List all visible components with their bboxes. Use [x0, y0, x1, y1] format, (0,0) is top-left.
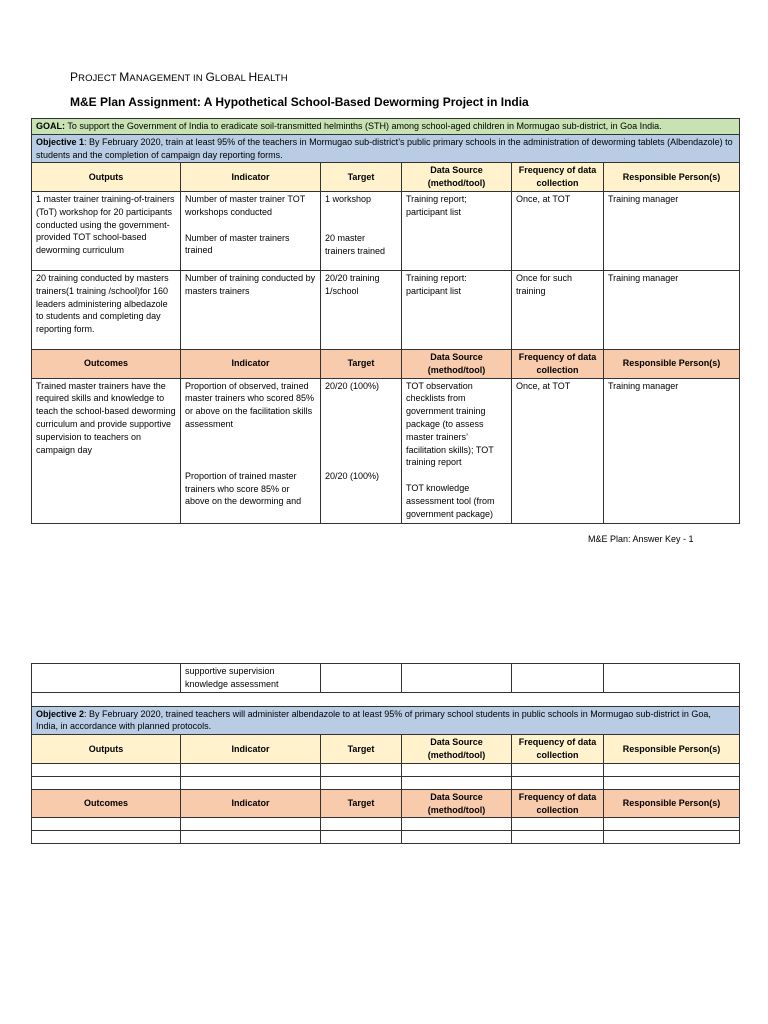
goal-row [32, 119, 740, 135]
indicator-text: Proportion of observed, trained master trainers who scored 85% or above on the facilitation skills assessment [185, 380, 315, 429]
col-header-responsible: Responsible Person(s) [604, 789, 740, 818]
col-header-target: Target [321, 735, 402, 764]
continued-row [32, 664, 740, 693]
responsible-cell: Training manager [604, 191, 740, 270]
objective-2-label: Objective 2 [36, 708, 85, 719]
col-header-responsible: Responsible Person(s) [604, 163, 740, 192]
col-header-target: Target [321, 163, 402, 192]
col-header-data-source: Data Source (method/tool) [402, 735, 512, 764]
col-header-data-source: Data Source (method/tool) [402, 789, 512, 818]
empty-outcome-row [32, 818, 740, 831]
empty-output-row [32, 763, 740, 776]
data-source-text: TOT knowledge assessment tool (from government package) [406, 483, 495, 519]
col-header-outcomes: Outcomes [32, 789, 181, 818]
outcome-cell: Trained master trainers have the required skills and knowledge to teach the school-based deworming curriculum and provide supportive supervision to teachers on campaign day [32, 378, 181, 523]
col-header-indicator: Indicator [181, 349, 321, 378]
me-plan-table-page2 [31, 663, 740, 844]
frequency-cell: Once for such training [512, 270, 604, 349]
outcomes-header-row [32, 789, 740, 818]
col-header-data-source: Data Source (method/tool) [402, 163, 512, 192]
goal-text: To support the Government of India to eradicate soil-transmitted helminths (STH) among school-aged children in Mormugao sub-district, in Goa India. [65, 121, 662, 131]
goal-label: GOAL: [36, 121, 65, 131]
col-header-data-source: Data Source (method/tool) [402, 349, 512, 378]
target-text: 20 master trainers trained [325, 232, 386, 256]
objective-1-label: Objective 1 [36, 136, 85, 147]
col-header-frequency: Frequency of data collection [512, 735, 604, 764]
empty-outcome-row [32, 831, 740, 844]
col-header-indicator: Indicator [181, 163, 321, 192]
page-footer: M&E Plan: Answer Key - 1 [588, 534, 694, 544]
objective-2-row [32, 706, 740, 735]
col-header-responsible: Responsible Person(s) [604, 735, 740, 764]
indicator-cell: Number of training conducted by masters trainers [181, 270, 321, 349]
col-header-outputs: Outputs [32, 735, 181, 764]
indicator-cell [181, 378, 321, 523]
course-title: PROJECT MANAGEMENT IN GLOBAL HEALTH [70, 70, 288, 84]
target-cell: 20/20 training 1/school [321, 270, 402, 349]
col-header-frequency: Frequency of data collection [512, 349, 604, 378]
target-text: 1 workshop [325, 193, 372, 204]
output-row [32, 191, 740, 270]
col-header-frequency: Frequency of data collection [512, 789, 604, 818]
outcomes-header-row [32, 349, 740, 378]
target-text: 20/20 (100%) [325, 380, 380, 391]
frequency-cell: Once, at TOT [512, 378, 604, 523]
outputs-header-row [32, 163, 740, 192]
spacer-row [32, 692, 740, 706]
output-cell: 20 training conducted by masters trainers(1 training /school)for 160 leaders administering albedazole to students and completing day reporting form. [32, 270, 181, 349]
objective-1-row [32, 134, 740, 163]
indicator-text: Number of master trainer TOT workshops conducted [185, 193, 306, 217]
data-source-text: TOT observation checklists from government training package (to assess master trainers’ facilitation skills); TOT training report [406, 380, 494, 468]
indicator-cell [181, 191, 321, 270]
col-header-indicator: Indicator [181, 789, 321, 818]
indicator-text: Number of master trainers trained [185, 232, 290, 256]
data-source-cell: Training report; participant list [402, 191, 512, 270]
outputs-header-row [32, 735, 740, 764]
me-plan-table-page1 [31, 118, 740, 524]
objective-2-text: : By February 2020, trained teachers will administer albendazole to at least 95% of primary school students in public schools in Mormugao sub-district in Goa, India, in accordance with planned protocols. [36, 708, 711, 732]
target-text: 20/20 (100%) [325, 471, 380, 482]
target-cell [321, 378, 402, 523]
col-header-indicator: Indicator [181, 735, 321, 764]
col-header-target: Target [321, 349, 402, 378]
responsible-cell: Training manager [604, 270, 740, 349]
col-header-outputs: Outputs [32, 163, 181, 192]
responsible-cell: Training manager [604, 378, 740, 523]
col-header-responsible: Responsible Person(s) [604, 349, 740, 378]
frequency-cell: Once, at TOT [512, 191, 604, 270]
col-header-frequency: Frequency of data collection [512, 163, 604, 192]
data-source-cell [402, 378, 512, 523]
output-cell: 1 master trainer training-of-trainers (ToT) workshop for 20 participants conducted using the government-provided TOT school-based deworming curriculum [32, 191, 181, 270]
outcome-row [32, 378, 740, 523]
empty-output-row [32, 776, 740, 789]
col-header-outcomes: Outcomes [32, 349, 181, 378]
output-row [32, 270, 740, 349]
col-header-target: Target [321, 789, 402, 818]
indicator-text: Proportion of trained master trainers who score 85% or above on the deworming and [185, 470, 302, 507]
data-source-cell: Training report: participant list [402, 270, 512, 349]
target-cell [321, 191, 402, 270]
objective-1-text: : By February 2020, train at least 95% of the teachers in Mormugao sub-district’s public primary schools in the administration of deworming tablets (Albendazole) to students and the completion of campaign day reporting forms. [36, 136, 733, 160]
assignment-title: M&E Plan Assignment: A Hypothetical School-Based Deworming Project in India [70, 95, 529, 109]
indicator-cell: supportive supervision knowledge assessment [181, 664, 321, 693]
